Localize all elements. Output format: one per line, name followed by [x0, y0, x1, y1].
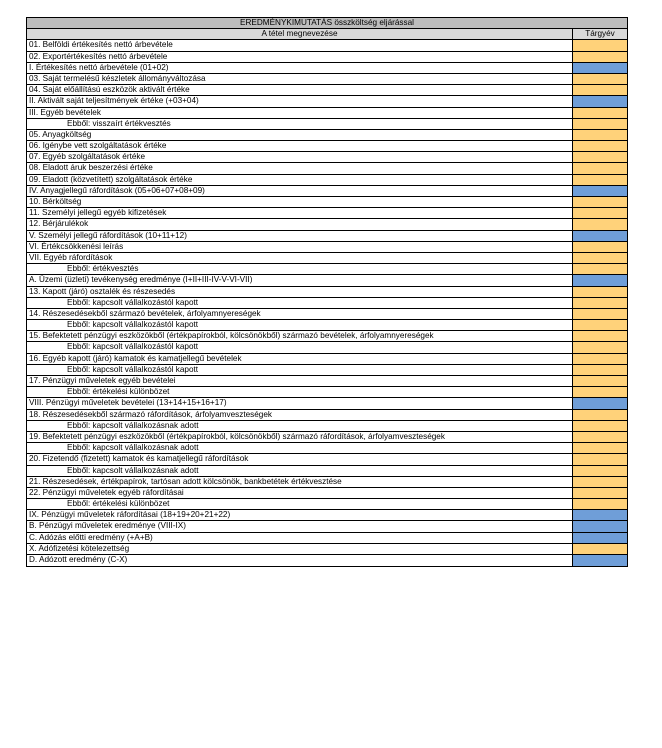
row-label: IV. Anyagjellegű ráfordítások (05+06+07+08+09)	[27, 186, 573, 196]
column-header-item-name: A tétel megnevezése	[27, 29, 573, 39]
row-label: A. Üzemi (üzleti) tevékenység eredménye (I+II+III-IV-V-VI-VII)	[27, 275, 573, 285]
row-label: Ebből: kapcsolt vállalkozástól kapott	[27, 320, 573, 330]
row-label: Ebből: kapcsolt vállalkozásnak adott	[27, 421, 573, 431]
table-row	[27, 544, 627, 555]
table-row	[27, 197, 627, 208]
table-row	[27, 275, 627, 286]
table-row	[27, 74, 627, 85]
row-value-cell[interactable]	[573, 466, 627, 476]
row-value-cell[interactable]	[573, 443, 627, 453]
row-label: 11. Személyi jellegű egyéb kifizetések	[27, 208, 573, 218]
row-value-cell[interactable]	[573, 141, 627, 151]
row-label: Ebből: visszaírt értékvesztés	[27, 119, 573, 129]
row-label: Ebből: kapcsolt vállalkozásnak adott	[27, 443, 573, 453]
table-row	[27, 410, 627, 421]
table-row	[27, 309, 627, 320]
table-row	[27, 354, 627, 365]
table-row	[27, 365, 627, 376]
row-value-cell[interactable]	[573, 398, 627, 408]
table-row	[27, 141, 627, 152]
row-value-cell[interactable]	[573, 197, 627, 207]
table-row	[27, 331, 627, 342]
row-label: D. Adózott eredmény (C-X)	[27, 555, 573, 566]
table-row	[27, 163, 627, 174]
row-label: 02. Exportértékesítés nettó árbevétele	[27, 52, 573, 62]
table-body	[27, 40, 627, 566]
row-label: V. Személyi jellegű ráfordítások (10+11+12)	[27, 231, 573, 241]
row-value-cell[interactable]	[573, 96, 627, 106]
table-row	[27, 186, 627, 197]
row-value-cell[interactable]	[573, 521, 627, 531]
table-row	[27, 488, 627, 499]
row-value-cell[interactable]	[573, 175, 627, 185]
table-row	[27, 96, 627, 107]
row-value-cell[interactable]	[573, 163, 627, 173]
row-value-cell[interactable]	[573, 275, 627, 285]
row-label: III. Egyéb bevételek	[27, 108, 573, 118]
row-label: Ebből: kapcsolt vállalkozástól kapott	[27, 365, 573, 375]
table-row	[27, 533, 627, 544]
row-label: B. Pénzügyi műveletek eredménye (VIII-IX)	[27, 521, 573, 531]
table-row	[27, 466, 627, 477]
row-value-cell[interactable]	[573, 365, 627, 375]
row-value-cell[interactable]	[573, 219, 627, 229]
row-value-cell[interactable]	[573, 130, 627, 140]
row-value-cell[interactable]	[573, 186, 627, 196]
table-row	[27, 376, 627, 387]
row-value-cell[interactable]	[573, 287, 627, 297]
table-row	[27, 63, 627, 74]
row-label: 14. Részesedésekből származó bevételek, árfolyamnyereségek	[27, 309, 573, 319]
table-row	[27, 231, 627, 242]
table-row	[27, 208, 627, 219]
table-row	[27, 242, 627, 253]
row-label: Ebből: kapcsolt vállalkozástól kapott	[27, 298, 573, 308]
table-row	[27, 175, 627, 186]
row-value-cell[interactable]	[573, 331, 627, 341]
row-label: Ebből: értékelési különbözet	[27, 499, 573, 509]
row-label: 15. Befektetett pénzügyi eszközökből (értékpapírokból, kölcsönökből) származó bevételek, árfolyamnyereségek	[27, 331, 573, 341]
row-label: Ebből: értékvesztés	[27, 264, 573, 274]
row-value-cell[interactable]	[573, 74, 627, 84]
row-label: 22. Pénzügyi műveletek egyéb ráfordításai	[27, 488, 573, 498]
row-value-cell[interactable]	[573, 119, 627, 129]
row-value-cell[interactable]	[573, 510, 627, 520]
row-value-cell[interactable]	[573, 152, 627, 162]
row-label: 13. Kapott (járó) osztalék és részesedés	[27, 287, 573, 297]
row-label: I. Értékesítés nettó árbevétele (01+02)	[27, 63, 573, 73]
row-label: 18. Részesedésekből származó ráfordítások, árfolyamveszteségek	[27, 410, 573, 420]
table-row	[27, 454, 627, 465]
row-value-cell[interactable]	[573, 499, 627, 509]
row-label: VIII. Pénzügyi műveletek bevételei (13+14+15+16+17)	[27, 398, 573, 408]
table-row	[27, 264, 627, 275]
table-row	[27, 387, 627, 398]
row-label: 17. Pénzügyi műveletek egyéb bevételei	[27, 376, 573, 386]
row-label: Ebből: értékelési különbözet	[27, 387, 573, 397]
row-label: VI. Értékcsökkenési leírás	[27, 242, 573, 252]
row-label: 10. Bérköltség	[27, 197, 573, 207]
income-statement-table	[26, 17, 628, 567]
table-row	[27, 342, 627, 353]
table-row	[27, 320, 627, 331]
row-value-cell[interactable]	[573, 387, 627, 397]
table-title-row	[27, 18, 627, 29]
table-row	[27, 152, 627, 163]
row-label: 08. Eladott áruk beszerzési értéke	[27, 163, 573, 173]
row-value-cell[interactable]	[573, 231, 627, 241]
table-row	[27, 298, 627, 309]
row-label: 07. Egyéb szolgáltatások értéke	[27, 152, 573, 162]
table-row	[27, 130, 627, 141]
row-value-cell[interactable]	[573, 242, 627, 252]
row-value-cell[interactable]	[573, 309, 627, 319]
row-label: Ebből: kapcsolt vállalkozástól kapott	[27, 342, 573, 352]
row-label: 03. Saját termelésű készletek állományváltozása	[27, 74, 573, 84]
row-label: 21. Részesedések, értékpapírok, tartósan adott kölcsönök, bankbetétek értékvesztése	[27, 477, 573, 487]
table-row	[27, 287, 627, 298]
row-value-cell[interactable]	[573, 432, 627, 442]
row-label: 20. Fizetendő (fizetett) kamatok és kamatjellegű ráfordítások	[27, 454, 573, 464]
row-label: X. Adófizetési kötelezettség	[27, 544, 573, 554]
table-row	[27, 119, 627, 130]
row-label: 12. Bérjárulékok	[27, 219, 573, 229]
table-row	[27, 432, 627, 443]
row-value-cell[interactable]	[573, 410, 627, 420]
row-value-cell[interactable]	[573, 298, 627, 308]
row-value-cell[interactable]	[573, 264, 627, 274]
row-value-cell[interactable]	[573, 477, 627, 487]
table-row	[27, 253, 627, 264]
table-row	[27, 40, 627, 51]
table-row	[27, 108, 627, 119]
row-value-cell[interactable]	[573, 454, 627, 464]
row-value-cell[interactable]	[573, 342, 627, 352]
row-value-cell[interactable]	[573, 253, 627, 263]
row-label: 09. Eladott (közvetített) szolgáltatások értéke	[27, 175, 573, 185]
table-row	[27, 499, 627, 510]
row-label: 01. Belföldi értékesítés nettó árbevétele	[27, 40, 573, 50]
table-title: EREDMÉNYKIMUTATÁS összköltség eljárással	[240, 18, 414, 27]
row-value-cell[interactable]	[573, 354, 627, 364]
table-row	[27, 477, 627, 488]
row-label: 06. Igénybe vett szolgáltatások értéke	[27, 141, 573, 151]
row-value-cell[interactable]	[573, 320, 627, 330]
row-label: VII. Egyéb ráfordítások	[27, 253, 573, 263]
table-row	[27, 443, 627, 454]
row-value-cell[interactable]	[573, 555, 627, 566]
row-label: IX. Pénzügyi műveletek ráfordításai (18+19+20+21+22)	[27, 510, 573, 520]
column-header-current-year: Tárgyév	[573, 29, 627, 39]
table-row	[27, 52, 627, 63]
row-value-cell[interactable]	[573, 533, 627, 543]
row-value-cell[interactable]	[573, 208, 627, 218]
table-header-row	[27, 29, 627, 40]
row-label: C. Adózás előtti eredmény (+A+B)	[27, 533, 573, 543]
row-value-cell[interactable]	[573, 544, 627, 554]
row-label: 16. Egyéb kapott (járó) kamatok és kamatjellegű bevételek	[27, 354, 573, 364]
row-value-cell[interactable]	[573, 376, 627, 386]
table-row	[27, 521, 627, 532]
table-row	[27, 510, 627, 521]
row-value-cell[interactable]	[573, 488, 627, 498]
row-label: II. Aktivált saját teljesítmények értéke (+03+04)	[27, 96, 573, 106]
row-value-cell[interactable]	[573, 40, 627, 50]
row-label: 05. Anyagköltség	[27, 130, 573, 140]
row-value-cell[interactable]	[573, 52, 627, 62]
row-value-cell[interactable]	[573, 108, 627, 118]
row-label: 04. Saját előállítású eszközök aktivált értéke	[27, 85, 573, 95]
table-row	[27, 219, 627, 230]
row-value-cell[interactable]	[573, 63, 627, 73]
row-label: Ebből: kapcsolt vállalkozásnak adott	[27, 466, 573, 476]
table-row	[27, 85, 627, 96]
row-value-cell[interactable]	[573, 85, 627, 95]
table-row	[27, 421, 627, 432]
row-value-cell[interactable]	[573, 421, 627, 431]
table-row	[27, 398, 627, 409]
row-label: 19. Befektetett pénzügyi eszközökből (értékpapírokból, kölcsönökből) származó ráfordítások, árfolyamveszteségek	[27, 432, 573, 442]
table-row	[27, 555, 627, 566]
